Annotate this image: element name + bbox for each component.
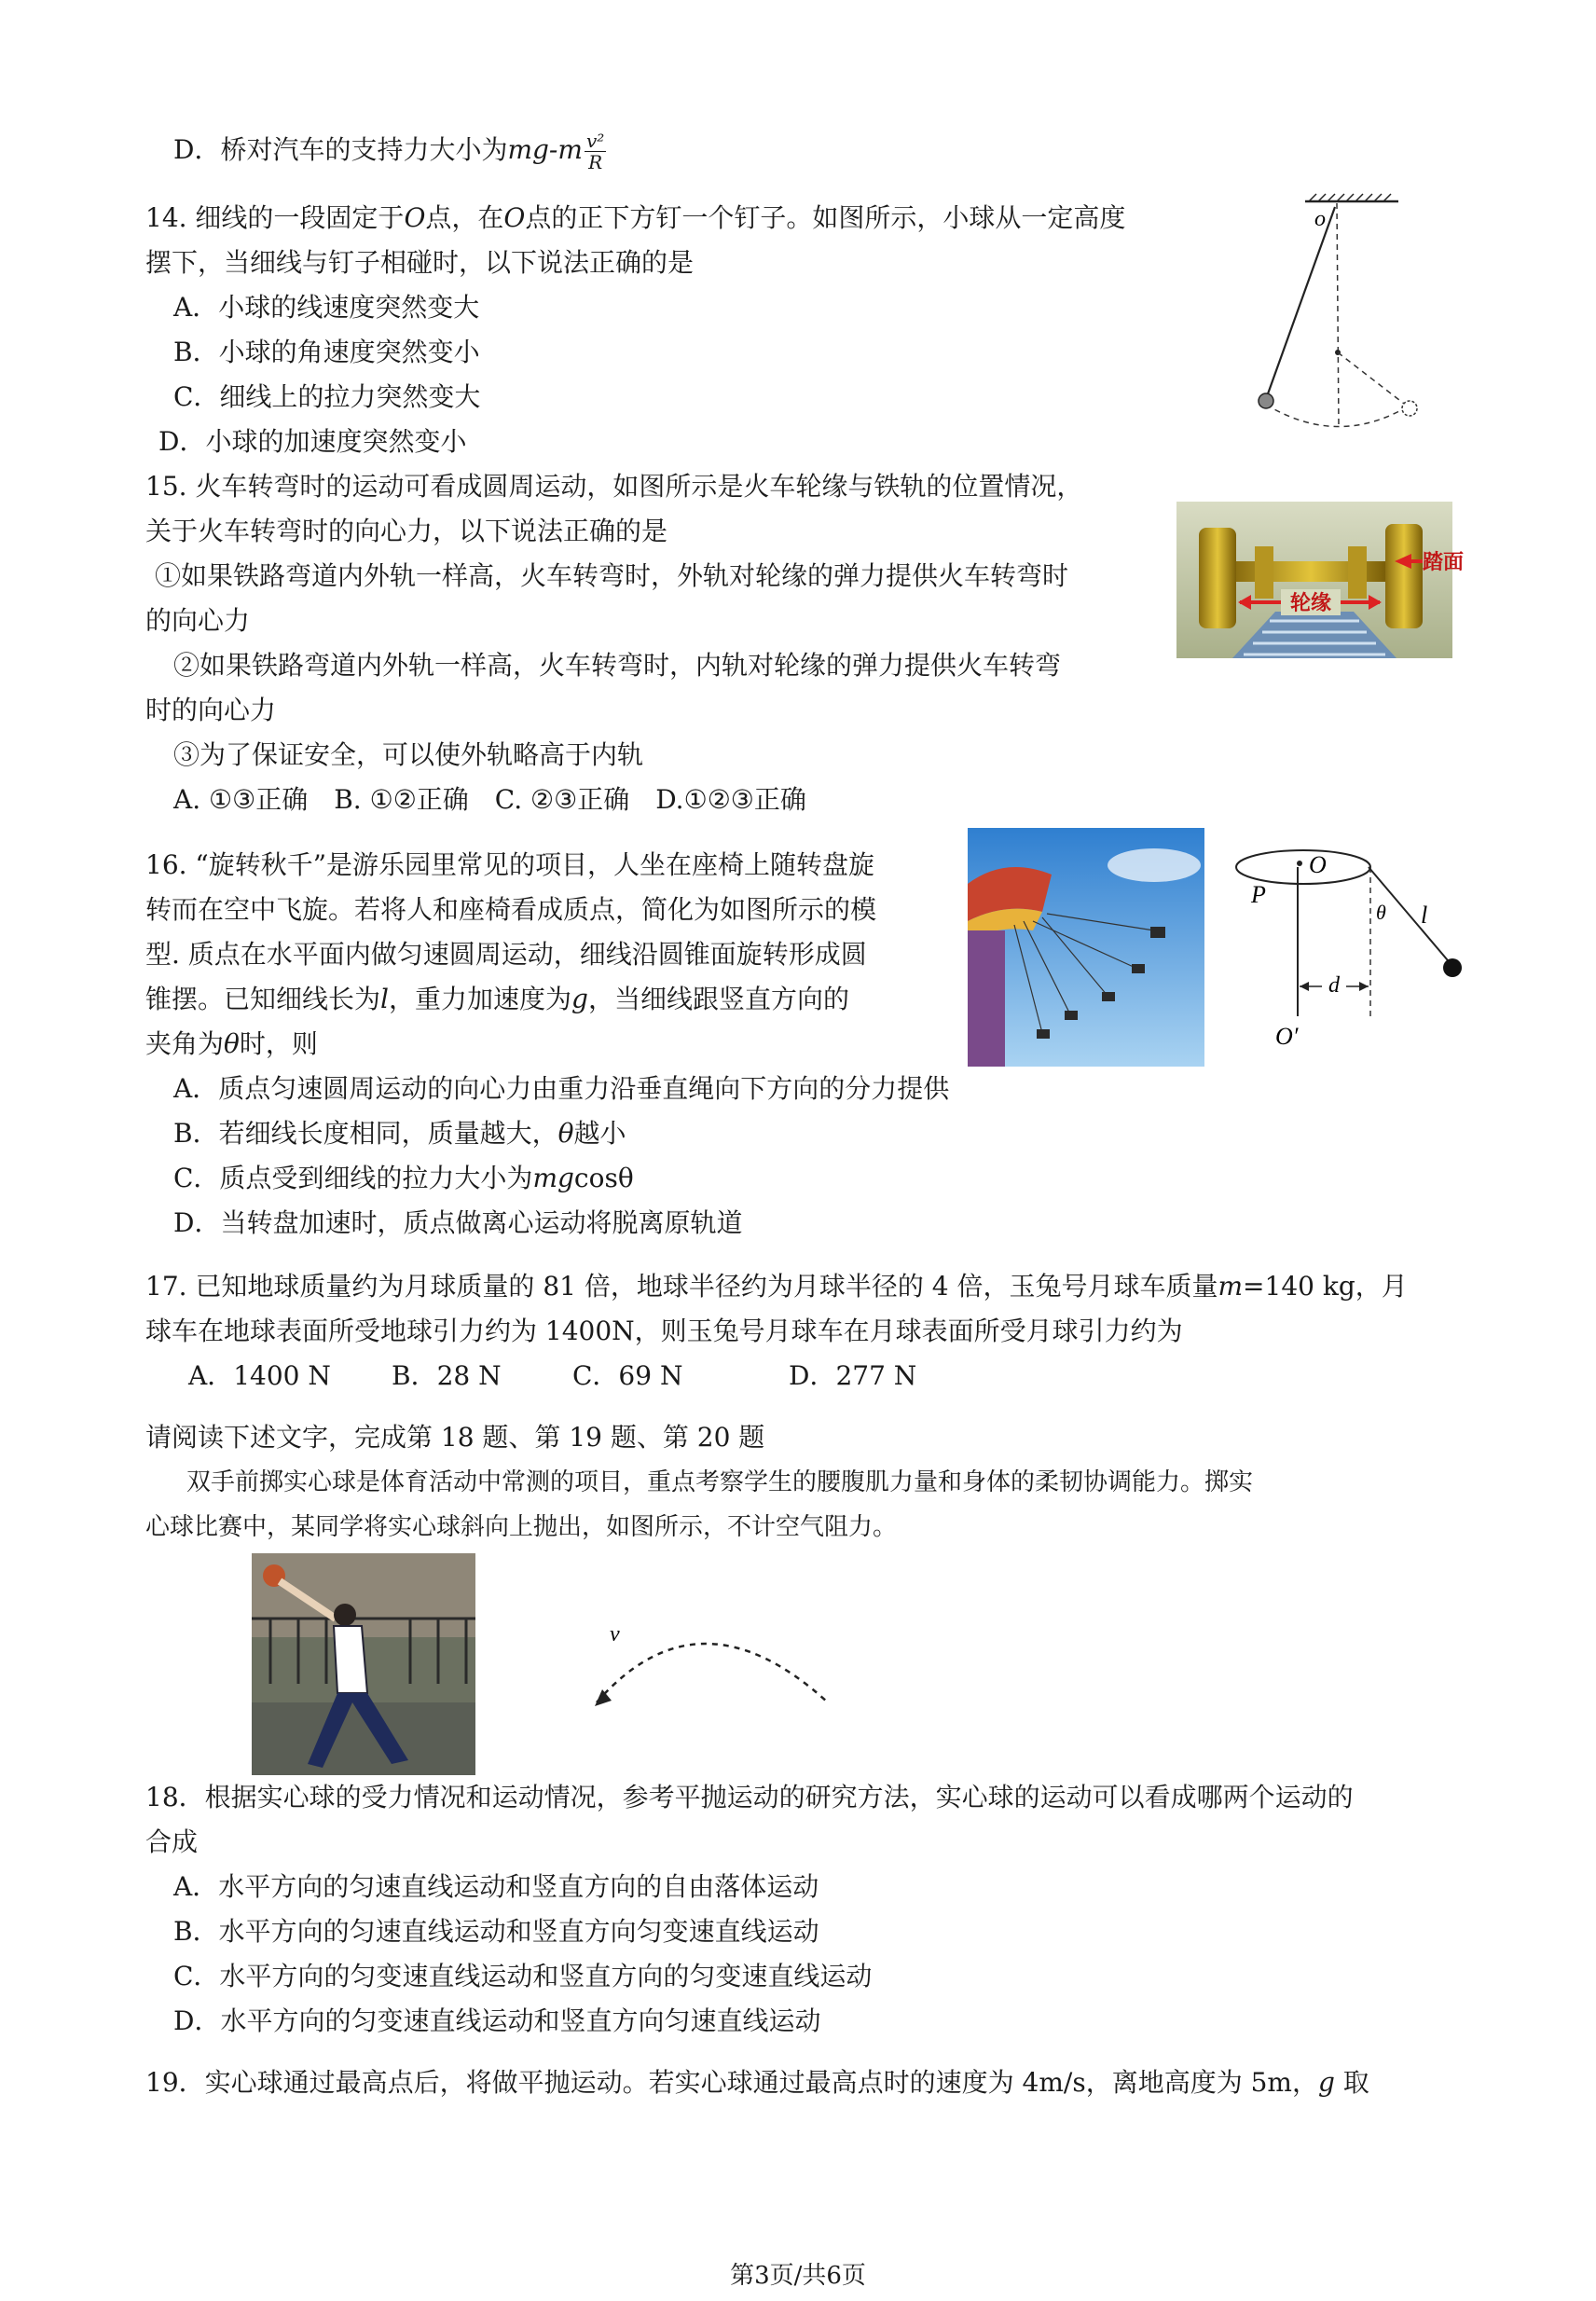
q16-stem-line2: 转而在空中飞旋。若将人和座椅看成质点，简化为如图所示的模 [145,894,877,925]
ride-tower [968,930,1005,1067]
q14-stem-line2: 摆下，当细线与钉子相碰时，以下说法正确的是 [145,247,695,278]
q17-stem-line1 [145,1268,1408,1305]
label-p: P [1251,881,1266,908]
q14-stem-line1 [145,200,1125,237]
q15-stem-line1: 15. 火车转弯时的运动可看成圆周运动，如图所示是火车轮缘与铁轨的位置情况， [145,471,1083,502]
q14-stem-o2: O [503,202,526,233]
ball-right [1402,401,1417,416]
q17-l1m: m [1218,1271,1244,1302]
q16-option-a: A．质点匀速圆周运动的向心力由重力沿垂直绳向下方向的分力提供 [173,1073,950,1104]
q16-optb-b: θ [557,1118,574,1149]
label-o-prime: O′ [1275,1023,1299,1050]
q16-optc-b: mg [532,1163,574,1193]
q14-stem-o1: O [404,202,426,233]
swing-arc [1266,405,1408,427]
q16-l4d: g [571,984,588,1014]
photo-cloud [1108,848,1201,882]
passage-intro: 请阅读下述文字，完成第 18 题、第 19 题、第 20 题 [145,1422,765,1453]
trajectory-diagram [587,1613,839,1715]
string-line [1266,207,1335,399]
q18-option-a: A．水平方向的匀速直线运动和竖直方向的自由落体运动 [173,1871,819,1902]
q16-stem-line5 [145,1026,318,1063]
q19-l1a: 19．实心球通过最高点后，将做平抛运动。若实心球通过最高点时的速度为 4m/s，离地高度为 5m， [145,2067,1318,2098]
q14-option-a: A．小球的线速度突然变大 [173,292,480,323]
q15-statement-2b: 时的向心力 [145,695,277,725]
q16-option-d: D．当转盘加速时，质点做离心运动将脱离原轨道 [173,1207,743,1238]
q18-stem-line1: 18．根据实心球的受力情况和运动情况，参考平抛运动的研究方法，实心球的运动可以看成哪两个运动的 [145,1782,1354,1812]
vertical-dashed-line [1337,203,1339,427]
photo-building [252,1553,475,1637]
q16-l4e: ，当细线跟竖直方向的 [587,984,849,1014]
q15-stem-line2: 关于火车转弯时的向心力，以下说法正确的是 [145,516,668,546]
q15-statement-1b: 的向心力 [145,605,251,636]
label-o: O [1309,851,1327,878]
q19-l1g: g [1317,2067,1335,2098]
q14-option-c: C．细线上的拉力突然变大 [173,381,481,412]
q13-fraction-num: v² [585,130,605,152]
pendulum-figure [1249,194,1417,448]
q17-option-b: B．28 N [392,1360,502,1391]
passage-p2: 心球比赛中，某同学将实心球斜向上抛出，如图所示，不计空气阻力。 [145,1513,898,1541]
q16-optb-a: B．若细线长度相同，质量越大， [173,1118,558,1149]
pendulum-bob [1443,958,1462,977]
label-l: l [1421,902,1428,929]
page-footer: 第3页/共6页 [730,2262,866,2290]
q19-l1b: 取 [1334,2067,1369,2098]
conical-pendulum-diagram [1223,830,1465,1054]
q15-options: A. ①③正确 B. ①②正确 C. ②③正确 D.①②③正确 [173,784,806,815]
trajectory-arrowhead [595,1689,612,1706]
distance-arrowhead-right [1359,982,1369,991]
q15-statement-1a: ①如果铁路弯道内外轨一样高，火车转弯时，外轨对轮缘的弹力提供火车转弯时 [155,560,1069,591]
q14-stem-b: 点，在 [425,202,504,233]
q16-l4b: l [380,984,389,1014]
q16-optb-c: 越小 [573,1118,626,1149]
circle-orbit [1236,850,1370,884]
wheel-right [1385,524,1423,628]
q17-option-a: A．1400 N [188,1360,331,1391]
q13-option-d-expr: mg-m [507,134,583,165]
q15-statement-2a: ②如果铁路弯道内外轨一样高，火车转弯时，内轨对轮缘的弹力提供火车转弯 [173,650,1062,681]
swing-ride-photo [968,828,1204,1067]
q16-option-b [173,1115,626,1152]
tread-label: 踏面 [1423,551,1465,574]
q16-optc-a: C．质点受到细线的拉力大小为 [173,1163,533,1193]
q13-fraction-den: R [588,151,603,173]
passage-p1: 双手前掷实心球是体育活动中常测的项目，重点考察学生的腰腹肌力量和身体的柔韧协调能力。掷实 [186,1468,1254,1496]
wheel-left [1199,528,1236,628]
q16-stem-line3: 型. 质点在水平面内做匀速圆周运动，细线沿圆锥面旋转形成圆 [145,939,867,970]
q16-stem-line4 [145,981,849,1018]
train-wheel-figure [1176,502,1465,658]
q16-optc-c: cosθ [573,1163,634,1193]
q16-l4c: ，重力加速度为 [388,984,571,1014]
shot-put-photo [252,1553,475,1775]
axle-hub-left [1255,546,1273,599]
label-d: d [1328,973,1340,998]
q18-option-c: C．水平方向的匀变速直线运动和竖直方向的匀变速直线运动 [173,1961,873,1991]
q16-l5b: θ [224,1028,240,1059]
q14-stem-a: 14. 细线的一段固定于 [145,202,405,233]
short-string-dashed [1338,352,1408,406]
q16-stem-line1: 16. “旋转秋千”是游乐园里常见的项目，人坐在座椅上随转盘旋 [145,849,875,880]
q13-fraction [585,131,606,172]
trajectory-path [597,1644,828,1702]
student-head [334,1604,356,1626]
q19-stem-line1 [145,2064,1369,2101]
center-dot [1297,861,1302,866]
q17-option-d: D．277 N [789,1360,917,1391]
q18-option-d: D．水平方向的匀变速直线运动和竖直方向匀速直线运动 [173,2005,821,2036]
label-theta: θ [1376,901,1386,924]
ball-left [1259,393,1273,408]
flange-label: 轮缘 [1289,592,1332,615]
q17-option-c: C．69 N [572,1360,683,1391]
q17-l1a: 17. 已知地球质量约为月球质量的 81 倍，地球半径约为月球半径的 4 倍，玉兔号月球车质量 [145,1271,1218,1302]
q15-statement-3: ③为了保证安全，可以使外轨略高于内轨 [173,739,644,770]
q18-stem-line2: 合成 [145,1826,199,1857]
q13-option-d-text: D．桥对汽车的支持力大小为 [173,134,508,165]
student-shirt [334,1626,367,1693]
distance-arrowhead-left [1300,982,1309,991]
q16-l5a: 夹角为 [145,1028,225,1059]
q16-l4a: 锥摆。已知细线长为 [145,984,381,1014]
q16-l5c: 时，则 [239,1028,318,1059]
q14-stem-c: 点的正下方钉一个钉子。如图所示，小球从一定高度 [525,202,1126,233]
q17-l1b: =140 kg，月 [1243,1271,1408,1302]
q16-option-c [173,1160,634,1197]
q14-option-d: D．小球的加速度突然变小 [158,426,467,457]
pivot-label-o: o [1314,207,1326,231]
q18-option-b: B．水平方向的匀速直线运动和竖直方向匀变速直线运动 [173,1916,819,1947]
label-v: v [610,1622,620,1647]
q17-stem-line2: 球车在地球表面所受地球引力约为 1400N，则玉兔号月球车在月球表面所受月球引力约为 [145,1316,1183,1346]
q13-option-d [173,131,606,172]
axle-hub-right [1348,546,1367,599]
q14-option-b: B．小球的角速度突然变小 [173,337,480,367]
